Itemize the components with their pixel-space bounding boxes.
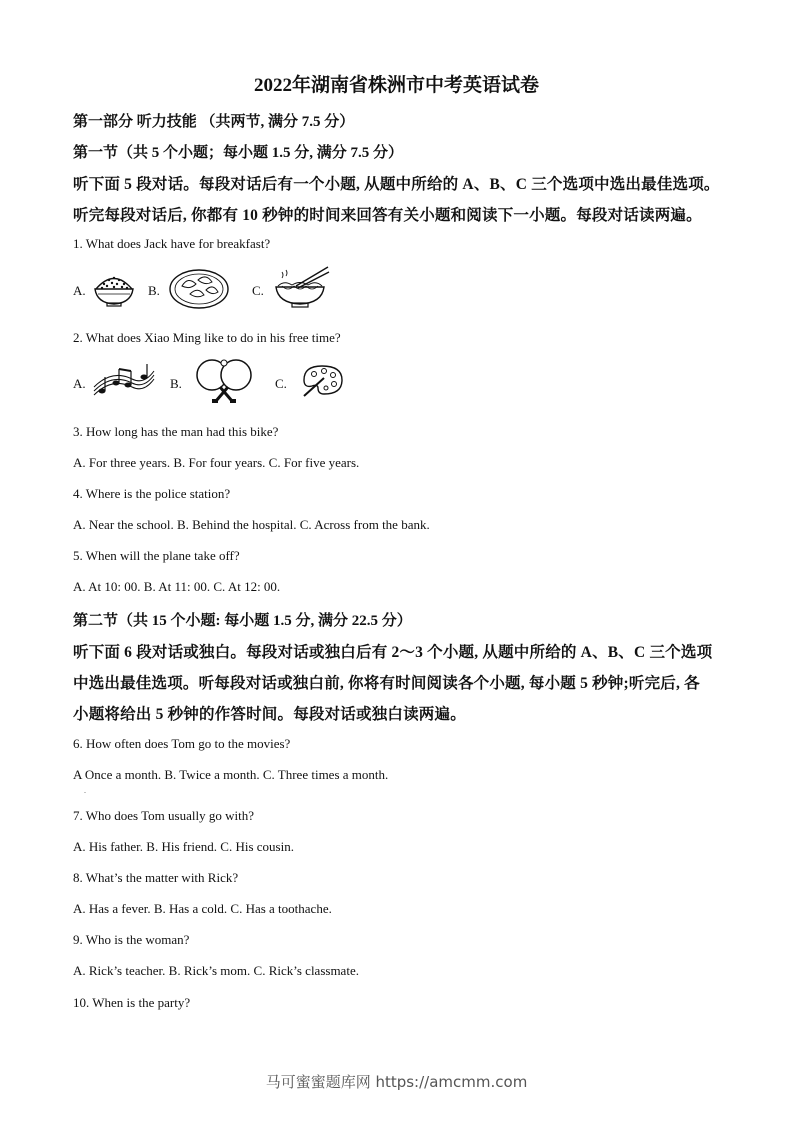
question-8-options: A. Has a fever. B. Has a cold. C. Has a toothache.: [73, 901, 332, 916]
section-one-heading: 第一节（共 5 个小题；每小题 1.5 分, 满分 7.5 分）: [73, 145, 404, 161]
ping-pong-paddles-icon: [192, 357, 258, 407]
question-10: 10. When is the party?: [73, 995, 191, 1010]
q2-option-c-label: C.: [275, 376, 287, 391]
question-7-options: A. His father. B. His friend. C. His cousin.: [73, 839, 294, 854]
question-3-options: A. For three years. B. For four years. C. For five years.: [73, 455, 360, 470]
q1-option-b-label: B.: [148, 283, 160, 298]
music-notes-icon: [92, 361, 156, 399]
q2-option-a-label: A.: [73, 376, 86, 391]
question-8: 8. What’s the matter with Rick?: [73, 870, 239, 885]
question-3: 3. How long has the man had this bike?: [73, 424, 279, 439]
section-one-instruction-1: 听下面 5 段对话。每段对话后有一个小题, 从题中所给的 A、B、C 三个选项中选出最佳选项。: [73, 176, 720, 193]
question-1: 1. What does Jack have for breakfast?: [73, 236, 271, 251]
question-4: 4. Where is the police station?: [73, 486, 231, 501]
q2-option-b-label: B.: [170, 376, 182, 391]
question-9: 9. Who is the woman?: [73, 932, 190, 947]
section-two-heading: 第二节（共 15 个小题: 每小题 1.5 分, 满分 22.5 分）: [73, 613, 412, 629]
part-one-heading: 第一部分 听力技能 （共两节, 满分 7.5 分）: [73, 114, 355, 130]
question-5-options: A. At 10: 00. B. At 11: 00. C. At 12: 00.: [73, 579, 281, 594]
section-two-instruction-2: 中选出最佳选项。听每段对话或独白前, 你将有时间阅读各个小题, 每小题 5 秒钟;听完后, 各: [73, 675, 700, 692]
question-6-options: A Once a month. B. Twice a month. C. Three times a month.: [73, 767, 389, 782]
section-two-instruction-3: 小题将给出 5 秒钟的作答时间。每段对话或独白读两遍。: [73, 706, 466, 723]
dumplings-plate-icon: [168, 268, 230, 310]
question-4-options: A. Near the school. B. Behind the hospital. C. Across from the bank.: [73, 517, 430, 532]
question-5: 5. When will the plane take off?: [73, 548, 240, 563]
painting-palette-icon: [298, 362, 346, 398]
question-6: 6. How often does Tom go to the movies?: [73, 736, 291, 751]
q1-option-c-label: C.: [252, 283, 264, 298]
stray-dot: .: [84, 786, 86, 795]
question-7: 7. Who does Tom usually go with?: [73, 808, 254, 823]
q1-option-a-label: A.: [73, 283, 86, 298]
question-9-options: A. Rick’s teacher. B. Rick’s mom. C. Rick’s classmate.: [73, 963, 359, 978]
noodle-bowl-icon: [272, 264, 330, 310]
page-title: 2022年湖南省株洲市中考英语试卷: [253, 75, 539, 96]
question-2: 2. What does Xiao Ming like to do in his free time?: [73, 330, 341, 345]
footer-watermark[interactable]: 马可蜜蜜题库网 https://amcmm.com: [265, 1073, 528, 1091]
section-two-instruction-1: 听下面 6 段对话或独白。每段对话或独白后有 2～3 个小题, 从题中所给的 A、B、C 三个选项: [73, 644, 713, 661]
section-one-instruction-2: 听完每段对话后, 你都有 10 秒钟的时间来回答有关小题和阅读下一小题。每段对话读两遍。: [73, 207, 702, 224]
rice-bowl-icon: [92, 270, 136, 308]
